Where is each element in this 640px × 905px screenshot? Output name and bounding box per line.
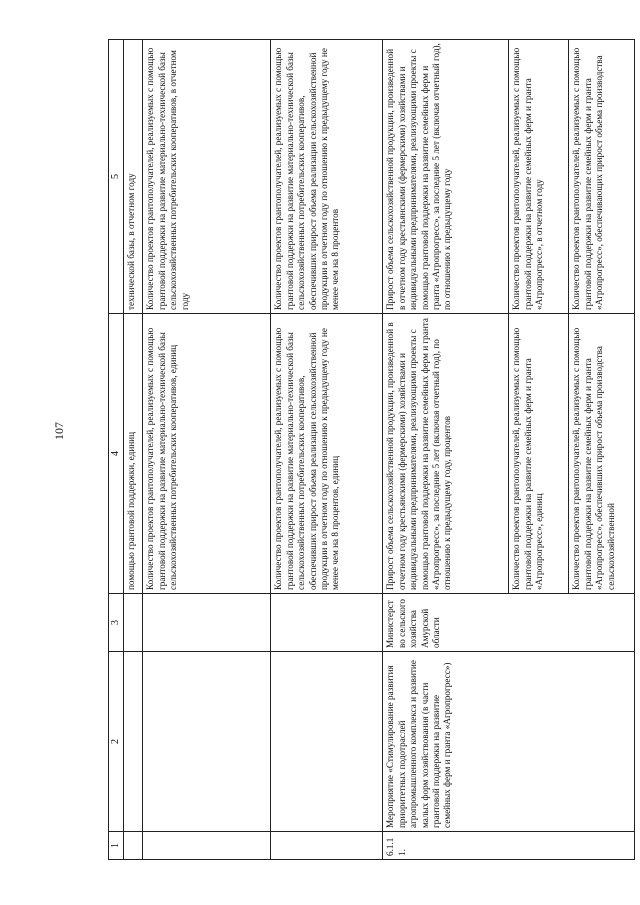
indicator-cell: Количество проектов грантополучателей, реализуемых с помощью грантовой поддержки на развитие материально-технической базы сельскохозяйственных потребительских кооперативов, единиц [143, 314, 271, 594]
table-row [124, 40, 143, 860]
cell-empty [271, 594, 383, 652]
event-name: Мероприятие «Стимулирование развития приоритетных подотраслей агропромышленного комплекса и развитие малых форм хозяйствования (в части грантовой поддержки на развитие семейных ферм и гранта «Агропрогресс») [383, 652, 635, 832]
cell-empty [124, 652, 143, 832]
cell-empty [143, 652, 271, 832]
indicator-cell: Количество проектов грантополучателей, реализуемых с помощью грантовой поддержки на развитие семейных ферм и гранта «Агропрогресс», единиц [509, 314, 569, 594]
indicator-cell: Количество проектов грантополучателей, реализуемых с помощью грантовой поддержки на развитие материально-технической базы сельскохозяйственных потребительских кооперативов, обеспечивших прирост объема реализации сельскохозяйственной продукции в отчетном году по отношению к предыдущему году не менее чем на 8 процентов, единиц [271, 314, 383, 594]
header-row [109, 40, 124, 860]
description-cell: Количество проектов грантополучателей, реализуемых с помощью грантовой поддержки на развитие материально-технической базы сельскохозяйственных потребительских кооперативов, в отчетном году [143, 40, 271, 314]
table-row [271, 40, 383, 860]
row-number: 6.1.11. [383, 832, 635, 860]
description-cell: технической базы, в отчетном году [124, 40, 143, 314]
indicator-cell: Количество проектов грантополучателей, реализуемых с помощью грантовой поддержки на развитие семейных ферм и гранта «Агропрогресс», обеспечивших прирост объема производства сельскохозяйственной [569, 314, 635, 594]
table-row [143, 40, 271, 860]
header-col-5: 5 [109, 40, 124, 314]
cell-empty [143, 832, 271, 860]
description-cell: Количество проектов грантополучателей, реализуемых с помощью грантовой поддержки на развитие семейных ферм и гранта «Агропрогресс», обеспечивающих прирост объема производства [569, 40, 635, 314]
cell-empty [124, 832, 143, 860]
description-cell: Количество проектов грантополучателей, реализуемых с помощью грантовой поддержки на развитие семейных ферм и гранта «Агропрогресс», в отчетном году [509, 40, 569, 314]
indicator-cell: помощью грантовой поддержки, единиц [124, 314, 143, 594]
cell-empty [271, 652, 383, 832]
table-row [383, 40, 509, 860]
rotated-table-container [108, 40, 616, 860]
page-number: 107 [52, 422, 66, 440]
header-col-1: 1 [109, 832, 124, 860]
indicators-table [108, 39, 635, 860]
executor: Министерство сельского хозяйства Амурской области [383, 594, 635, 652]
description-cell: Прирост объема сельскохозяйственной продукции, произведенной в отчетном году крестьянскими (фермерскими) хозяйствами и индивидуальными предпринимателями, реализующими проекты с помощью грантовой поддержки на развитие семейных ферм и гранта «Агропрогресс», за последние 5 лет (включая отчетный год), по отношению к предыдущему году [383, 40, 509, 314]
cell-empty [143, 594, 271, 652]
cell-empty [124, 594, 143, 652]
header-col-4: 4 [109, 314, 124, 594]
header-col-2: 2 [109, 652, 124, 832]
header-col-3: 3 [109, 594, 124, 652]
indicator-cell: Прирост объема сельскохозяйственной продукции, произведенной в отчетном году крестьянскими (фермерскими) хозяйствами и индивидуальными предпринимателями, реализующими проекты с помощью грантовой поддержки на развитие семейных ферм и гранта «Агропрогресс», за последние 5 лет (включая отчетный год), по отношению к предыдущему году, процентов [383, 314, 509, 594]
description-cell: Количество проектов грантополучателей, реализуемых с помощью грантовой поддержки на развитие материально-технической базы сельскохозяйственных потребительских кооперативов, обеспечивших прирост объема реализации сельскохозяйственной продукции в отчетном году по отношению к предыдущему году не менее чем на 8 процентов [271, 40, 383, 314]
cell-empty [271, 832, 383, 860]
